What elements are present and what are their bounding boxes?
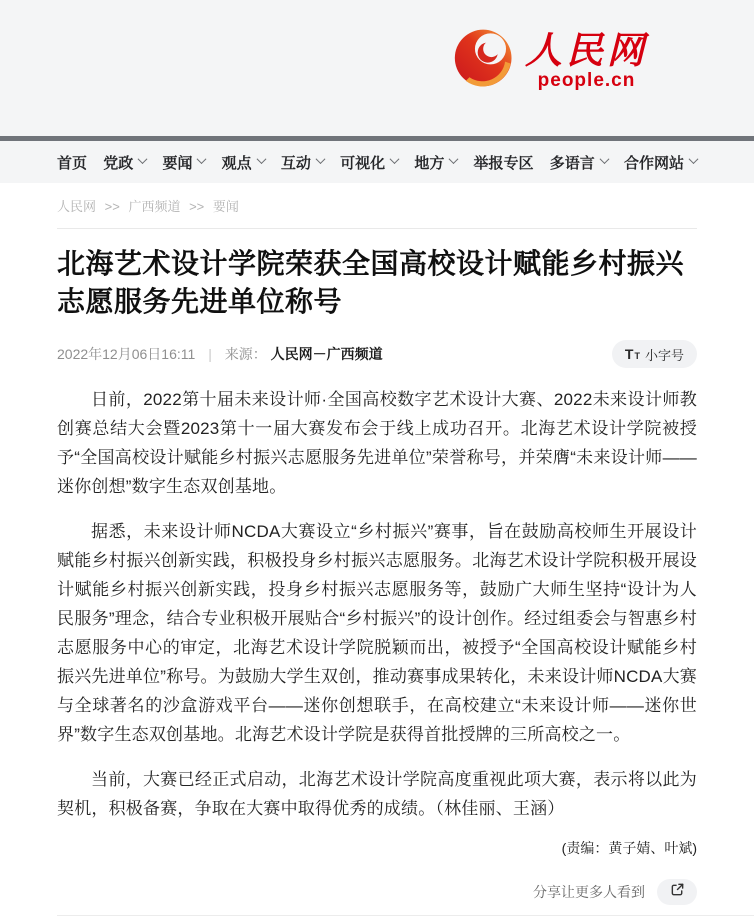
source-name[interactable]: 人民网－广西频道 [270,346,383,362]
nav-label: 地方 [414,154,445,172]
article-meta-row [57,339,697,369]
article-date: 2022年12月06日16:11 [57,346,196,362]
people-cn-logo[interactable] [453,26,648,95]
logo-en-text: people.cn [537,69,636,91]
chevron-down-icon [599,154,609,164]
main-navigation [0,141,754,183]
nav-item-local[interactable] [414,152,457,173]
nav-item-multilingual[interactable] [550,152,608,173]
font-size-icon-small: T [634,350,640,361]
nav-label: 要闻 [162,154,193,172]
nav-item-partner-sites[interactable] [624,152,697,173]
breadcrumb-people-cn[interactable]: 人民网 [57,199,97,214]
nav-item-top-news[interactable] [162,152,205,173]
meta-separator: | [208,346,212,362]
nav-item-report-zone[interactable] [474,152,534,173]
nav-label: 合作网站 [623,154,684,172]
article-paragraph: 日前，2022第十届未来设计师·全国高校数字艺术设计大赛、2022未来设计师教创赛总结大会暨2023第十一届大赛发布会于线上成功召开。北海艺术设计学院被授予“全国高校设计赋能乡村振兴志愿服务先进单位”荣誉称号，并荣膺“未来设计师——迷你创想”数字生态双创基地。 [57,390,697,496]
nav-item-visualization[interactable] [340,152,398,173]
source-label: 来源： [224,346,267,362]
main-content [0,199,754,916]
breadcrumb-separator: >> [189,199,205,214]
breadcrumb-separator: >> [104,199,120,214]
breadcrumb-top-news[interactable]: 要闻 [212,199,239,214]
nav-item-party-gov[interactable] [103,152,146,173]
article-paragraph: 当前，大赛已经正式启动，北海艺术设计学院高度重视此项大赛，表示将以此为契机，积极备赛，争取在大赛中取得优秀的成绩。（林佳丽、王涵） [57,770,697,818]
share-row [57,879,697,905]
article-title: 北海艺术设计学院荣获全国高校设计赋能乡村振兴志愿服务先进单位称号 [57,248,685,317]
nav-item-interaction[interactable] [281,152,324,173]
share-button[interactable] [657,879,697,905]
breadcrumb [57,199,697,215]
nav-label: 首页 [57,154,88,172]
site-header [0,0,754,136]
nav-label: 互动 [280,154,311,172]
nav-label: 观点 [221,154,252,172]
nav-label: 党政 [103,154,134,172]
chevron-down-icon [689,154,699,164]
font-size-label: 小字号 [644,347,684,363]
nav-item-opinions[interactable] [222,152,265,173]
nav-label: 可视化 [340,154,386,172]
logo-cn-text: 人民网 [525,29,648,71]
chevron-down-icon [197,154,207,164]
nav-item-home[interactable] [57,152,87,173]
breadcrumb-divider [57,228,697,229]
article-body [57,385,697,823]
people-cn-sphere-icon [453,26,517,95]
article-paragraph: 据悉，未来设计师NCDA大赛设立“乡村振兴”赛事，旨在鼓励高校师生开展设计赋能乡村振兴创新实践，积极投身乡村振兴志愿服务。北海艺术设计学院积极开展设计赋能乡村振兴创新实践，投身乡村振兴志愿服务等，鼓励广大师生坚持“设计为人民服务”理念，结合专业积极开展贴合“乡村振兴”的设计创作。经过组委会与智惠乡村志愿服务中心的审定，北海艺术设计学院脱颖而出，被授予“全国高校设计赋能乡村振兴先进单位”称号。为鼓励大学生双创，推动赛事成果转化，未来设计师NCDA大赛与全球著名的沙盒游戏平台——迷你创想联手，在高校建立“未来设计师——迷你世界”数字生态双创基地。北海艺术设计学院是获得首批授牌的三所高校之一。 [57,522,697,744]
chevron-down-icon [256,154,266,164]
chevron-down-icon [315,154,325,164]
nav-label: 多语言 [549,154,595,172]
font-size-button[interactable] [612,340,697,368]
chevron-down-icon [138,154,148,164]
font-size-icon: T [624,346,634,362]
share-label: 分享让更多人看到 [533,884,645,900]
chevron-down-icon [390,154,400,164]
breadcrumb-guangxi-channel[interactable]: 广西频道 [128,199,181,214]
nav-label: 举报专区 [473,154,534,172]
chevron-down-icon [449,154,459,164]
article-meta [57,344,383,364]
external-link-icon [670,882,685,902]
editor-credit: (责编：黄子婧、叶斌) [561,840,697,856]
